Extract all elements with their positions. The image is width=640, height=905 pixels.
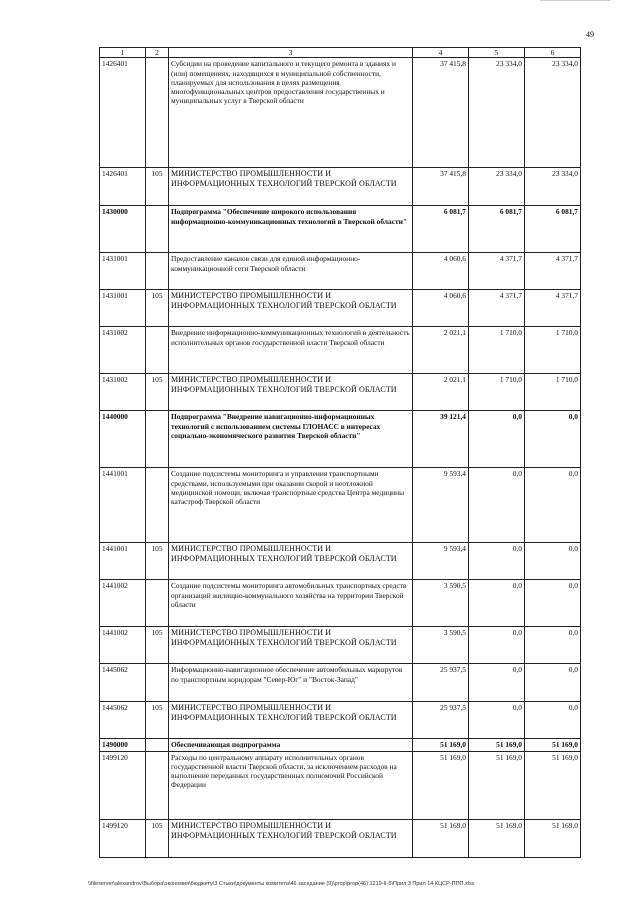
row-value-2016-cell: 1 710,0 <box>525 327 581 374</box>
row-dept-cell: 105 <box>146 290 169 327</box>
scan-edge-mark <box>540 0 610 5</box>
row-code-cell: 1426401 <box>100 168 146 206</box>
budget-table <box>99 47 581 858</box>
table-row <box>100 411 581 468</box>
header-cell-col4: 4 <box>413 48 469 58</box>
header-cell-col3: 3 <box>169 48 413 58</box>
row-value-2015-cell: 6 081,7 <box>469 206 525 253</box>
table-row <box>100 290 581 327</box>
row-value-2016-cell: 4 371,7 <box>525 253 581 290</box>
budget-table-body <box>100 48 581 858</box>
row-code-cell: 1431001 <box>100 290 146 327</box>
row-value-2016-cell: 1 710,0 <box>525 374 581 411</box>
row-code-cell: 1431001 <box>100 253 146 290</box>
row-dept-cell: 105 <box>146 168 169 206</box>
row-value-2014-cell: 2 021,1 <box>413 327 469 374</box>
row-code-cell: 1426401 <box>100 58 146 168</box>
row-code-cell: 1441001 <box>100 468 146 543</box>
row-value-2016-cell: 51 169,0 <box>525 819 581 857</box>
row-value-2014-cell: 2 021,1 <box>413 374 469 411</box>
row-name-cell: МИНИСТЕРСТВО ПРОМЫШЛЕННОСТИ И ИНФОРМАЦИОННЫХ ТЕХНОЛОГИЙ ТВЕРСКОЙ ОБЛАСТИ <box>169 290 413 327</box>
header-cell-col1: 1 <box>100 48 146 58</box>
header-cell-col6: 6 <box>525 48 581 58</box>
row-value-2016-cell: 0,0 <box>525 580 581 627</box>
row-value-2016-cell: 0,0 <box>525 664 581 702</box>
row-value-2016-cell: 4 371,7 <box>525 290 581 327</box>
row-dept-cell <box>146 253 169 290</box>
row-value-2014-cell: 51 169,0 <box>413 739 469 751</box>
row-code-cell: 1445062 <box>100 664 146 702</box>
row-value-2015-cell: 51 169,0 <box>469 751 525 819</box>
row-value-2014-cell: 51 169,0 <box>413 751 469 819</box>
row-dept-cell: 105 <box>146 374 169 411</box>
table-row <box>100 168 581 206</box>
row-value-2015-cell: 0,0 <box>469 580 525 627</box>
row-value-2016-cell: 0,0 <box>525 543 581 580</box>
header-cell-col2: 2 <box>146 48 169 58</box>
row-value-2016-cell: 51 169,0 <box>525 739 581 751</box>
table-row <box>100 819 581 857</box>
row-dept-cell <box>146 580 169 627</box>
row-name-cell: МИНИСТЕРСТВО ПРОМЫШЛЕННОСТИ И ИНФОРМАЦИОННЫХ ТЕХНОЛОГИЙ ТВЕРСКОЙ ОБЛАСТИ <box>169 627 413 664</box>
row-dept-cell <box>146 206 169 253</box>
row-value-2014-cell: 39 121,4 <box>413 411 469 468</box>
row-dept-cell: 105 <box>146 819 169 857</box>
row-name-cell: МИНИСТЕРСТВО ПРОМЫШЛЕННОСТИ И ИНФОРМАЦИОННЫХ ТЕХНОЛОГИЙ ТВЕРСКОЙ ОБЛАСТИ <box>169 168 413 206</box>
file-path-footer: \\fileserver\alexandrov\Выбора\экономия\бюджету\3 Стыки\документы комитета\46 заседание (9)\prop\prop(46) 1219-II-5\Прил 3 Прил 14 КЦСР-ППП.xlsx <box>88 881 475 887</box>
table-row <box>100 374 581 411</box>
row-value-2015-cell: 0,0 <box>469 411 525 468</box>
header-row <box>100 48 581 58</box>
row-value-2014-cell: 4 060,6 <box>413 290 469 327</box>
row-name-cell: МИНИСТЕРСТВО ПРОМЫШЛЕННОСТИ И ИНФОРМАЦИОННЫХ ТЕХНОЛОГИЙ ТВЕРСКОЙ ОБЛАСТИ <box>169 374 413 411</box>
row-value-2014-cell: 3 590,5 <box>413 580 469 627</box>
row-value-2014-cell: 9 593,4 <box>413 543 469 580</box>
row-value-2015-cell: 23 334,0 <box>469 168 525 206</box>
row-dept-cell <box>146 664 169 702</box>
row-name-cell: Создание подсистемы мониторинга и управления транспортными средствами, используемыми при оказании скорой и неотложной медицинской помощи, включая транспортные средства Центра медицины катастроф Тверской области <box>169 468 413 543</box>
table-row <box>100 751 581 819</box>
row-name-cell: МИНИСТЕРСТВО ПРОМЫШЛЕННОСТИ И ИНФОРМАЦИОННЫХ ТЕХНОЛОГИЙ ТВЕРСКОЙ ОБЛАСТИ <box>169 702 413 739</box>
row-code-cell: 1441002 <box>100 627 146 664</box>
row-value-2014-cell: 37 415,8 <box>413 58 469 168</box>
row-code-cell: 1440000 <box>100 411 146 468</box>
row-dept-cell: 105 <box>146 543 169 580</box>
table-row <box>100 580 581 627</box>
row-dept-cell <box>146 411 169 468</box>
table-row <box>100 702 581 739</box>
row-dept-cell <box>146 739 169 751</box>
row-name-cell: Внедрение информационно-коммуникационных технологий в деятельность исполнительных органов государственной власти Тверской области <box>169 327 413 374</box>
row-value-2014-cell: 9 593,4 <box>413 468 469 543</box>
table-row <box>100 58 581 168</box>
row-code-cell: 1431002 <box>100 327 146 374</box>
page-number: 49 <box>586 30 594 39</box>
row-value-2015-cell: 0,0 <box>469 702 525 739</box>
row-name-cell: Субсидии на проведение капитального и текущего ремонта в зданиях и (или) помещениях, находящихся в муниципальной собственности, планируемых для использования в целях размещения многофункциональных центров предоставления государственных и муниципальных услуг в Тверской области <box>169 58 413 168</box>
table-row <box>100 206 581 253</box>
row-value-2016-cell: 0,0 <box>525 411 581 468</box>
row-dept-cell: 105 <box>146 627 169 664</box>
row-value-2016-cell: 23 334,0 <box>525 168 581 206</box>
row-code-cell: 1431002 <box>100 374 146 411</box>
row-code-cell: 1430000 <box>100 206 146 253</box>
row-value-2014-cell: 37 415,8 <box>413 168 469 206</box>
table-row <box>100 739 581 751</box>
table-row <box>100 253 581 290</box>
row-value-2016-cell: 0,0 <box>525 702 581 739</box>
row-name-cell: МИНИСТЕРСТВО ПРОМЫШЛЕННОСТИ И ИНФОРМАЦИОННЫХ ТЕХНОЛОГИЙ ТВЕРСКОЙ ОБЛАСТИ <box>169 543 413 580</box>
row-value-2016-cell: 0,0 <box>525 468 581 543</box>
row-name-cell: Подпрограмма "Внедрение навигационно-информационных технологий с использованием системы ГЛОНАСС в интересах социально-экономического развития Тверской области" <box>169 411 413 468</box>
row-value-2015-cell: 0,0 <box>469 627 525 664</box>
row-value-2015-cell: 4 371,7 <box>469 290 525 327</box>
table-row <box>100 664 581 702</box>
row-value-2014-cell: 25 937,5 <box>413 664 469 702</box>
row-value-2014-cell: 3 590,5 <box>413 627 469 664</box>
row-code-cell: 1441001 <box>100 543 146 580</box>
row-dept-cell <box>146 58 169 168</box>
row-value-2016-cell: 23 334,0 <box>525 58 581 168</box>
table-row <box>100 543 581 580</box>
row-value-2015-cell: 51 169,0 <box>469 819 525 857</box>
row-value-2014-cell: 51 169,0 <box>413 819 469 857</box>
row-value-2016-cell: 6 081,7 <box>525 206 581 253</box>
row-value-2016-cell: 0,0 <box>525 627 581 664</box>
row-name-cell: Создание подсистемы мониторинга автомобильных транспортных средств организаций жилищно-коммунального хозяйства на территории Тверской области <box>169 580 413 627</box>
table-row <box>100 468 581 543</box>
row-value-2015-cell: 0,0 <box>469 543 525 580</box>
row-name-cell: Обеспечивающая подпрограмма <box>169 739 413 751</box>
row-code-cell: 1490000 <box>100 739 146 751</box>
row-dept-cell <box>146 327 169 374</box>
row-value-2014-cell: 4 060,6 <box>413 253 469 290</box>
row-name-cell: Расходы по центральному аппарату исполнительных органов государственной власти Тверской области, за исключением расходов на выполнение переданных государственных полномочий Российской Федерации <box>169 751 413 819</box>
row-dept-cell <box>146 468 169 543</box>
row-value-2015-cell: 4 371,7 <box>469 253 525 290</box>
row-dept-cell: 105 <box>146 702 169 739</box>
table-row <box>100 627 581 664</box>
row-name-cell: МИНИСТЕРСТВО ПРОМЫШЛЕННОСТИ И ИНФОРМАЦИОННЫХ ТЕХНОЛОГИЙ ТВЕРСКОЙ ОБЛАСТИ <box>169 819 413 857</box>
row-name-cell: Предоставление каналов связи для единой информационно-коммуникационной сети Тверской области <box>169 253 413 290</box>
row-name-cell: Подпрограмма "Обеспечение широкого использования информационно-коммуникационных технологий в Тверской области" <box>169 206 413 253</box>
row-name-cell: Информационно-навигационное обеспечение автомобильных маршрутов по транспортным коридорам "Север-Юг" и "Восток-Запад" <box>169 664 413 702</box>
row-value-2015-cell: 1 710,0 <box>469 374 525 411</box>
row-value-2016-cell: 51 169,0 <box>525 751 581 819</box>
row-value-2015-cell: 51 169,0 <box>469 739 525 751</box>
row-value-2015-cell: 0,0 <box>469 468 525 543</box>
row-code-cell: 1499120 <box>100 751 146 819</box>
row-dept-cell <box>146 751 169 819</box>
row-value-2015-cell: 1 710,0 <box>469 327 525 374</box>
row-code-cell: 1445062 <box>100 702 146 739</box>
header-cell-col5: 5 <box>469 48 525 58</box>
table-row <box>100 327 581 374</box>
row-value-2015-cell: 0,0 <box>469 664 525 702</box>
row-code-cell: 1499120 <box>100 819 146 857</box>
row-code-cell: 1441002 <box>100 580 146 627</box>
row-value-2014-cell: 25 937,5 <box>413 702 469 739</box>
row-value-2015-cell: 23 334,0 <box>469 58 525 168</box>
row-value-2014-cell: 6 081,7 <box>413 206 469 253</box>
